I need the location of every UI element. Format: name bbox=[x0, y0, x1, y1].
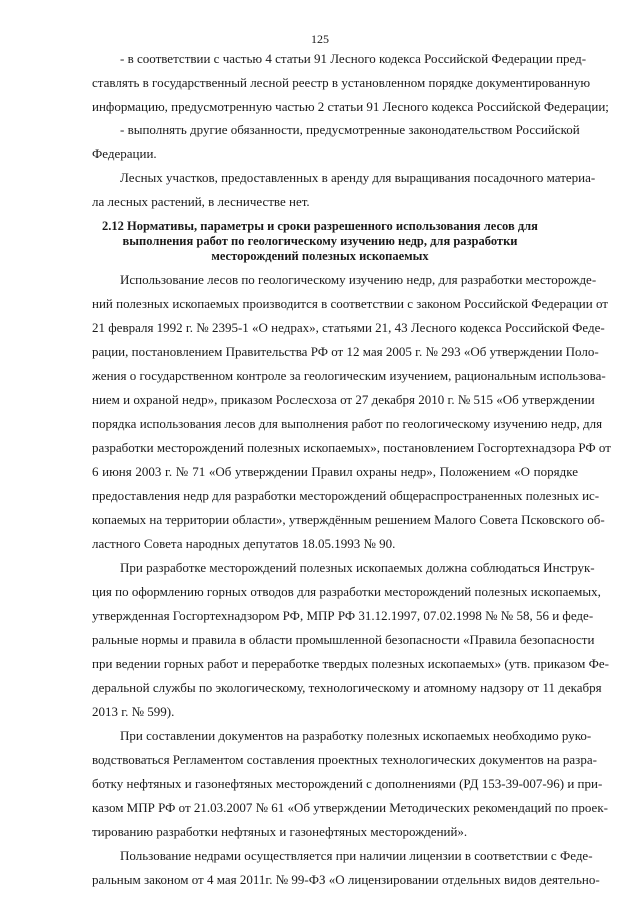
text-line: - выполнять другие обязанности, предусмотренные законодательством Российской bbox=[120, 122, 580, 137]
text-line: разработки месторождений полезных ископаемых», постановлением Госгортехнадзора РФ от bbox=[92, 440, 611, 455]
text-line: ластного Совета народных депутатов 18.05.1993 № 90. bbox=[92, 536, 396, 551]
text-line: информацию, предусмотренную частью 2 статьи 91 Лесного кодекса Российской Федерации; bbox=[92, 99, 609, 114]
text-line: - в соответствии с частью 4 статьи 91 Лесного кодекса Российской Федерации пред- bbox=[120, 51, 587, 66]
text-line: рации, постановлением Правительства РФ от 12 мая 2005 г. № 293 «Об утверждении Поло- bbox=[92, 344, 599, 359]
text-line: казом МПР РФ от 21.03.2007 № 61 «Об утверждении Методических рекомендаций по проек- bbox=[92, 800, 608, 815]
text-line: при ведении горных работ и переработке твердых полезных ископаемых» (утв. приказом Фе- bbox=[92, 656, 609, 671]
text-line: При составлении документов на разработку полезных ископаемых необходимо руко- bbox=[120, 728, 592, 743]
text-line: 6 июня 2003 г. № 71 «Об утверждении Правил охраны недр», Положением «О порядке bbox=[92, 464, 578, 479]
text-line: Лесных участков, предоставленных в аренду для выращивания посадочного материа- bbox=[120, 170, 596, 185]
text-line: Федерации. bbox=[92, 146, 157, 161]
text-line: утвержденная Госгортехнадзором РФ, МПР РФ 31.12.1997, 07.02.1998 № № 58, 56 и феде- bbox=[92, 608, 594, 623]
text-line: предоставления недр для разработки месторождений общераспространенных полезных ис- bbox=[92, 488, 600, 503]
text-line: 2013 г. № 599). bbox=[92, 704, 175, 719]
text-line: порядка использования лесов для выполнения работ по геологическому изучению недр, для bbox=[92, 416, 603, 431]
text-line: 21 февраля 1992 г. № 2395-1 «О недрах», статьями 21, 43 Лесного кодекса Российской Феде- bbox=[92, 320, 605, 335]
text-line: Использование лесов по геологическому изучению недр, для разработки месторожде- bbox=[120, 272, 597, 287]
text-line: ний полезных ископаемых производится в соответствии с законом Российской Федерации от bbox=[92, 296, 608, 311]
text-line: ла лесных растений, в лесничестве нет. bbox=[92, 194, 310, 209]
text-line: водствоваться Регламентом составления проектных технологических документов на разра- bbox=[92, 752, 597, 767]
text-line: копаемых на территории области», утверждённым решением Малого Совета Псковского об- bbox=[92, 512, 605, 527]
text-line: При разработке месторождений полезных ископаемых должна соблюдаться Инструк- bbox=[120, 560, 595, 575]
text-line: нием и охраной недр», приказом Рослесхоза от 27 декабря 2010 г. № 515 «Об утверждении bbox=[92, 392, 595, 407]
text-line: жения о государственном контроле за геологическим изучением, рациональным использова- bbox=[92, 368, 606, 383]
text-line: ральные нормы и правила в области промышленной безопасности «Правила безопасности bbox=[92, 632, 595, 647]
section-heading-line: 2.12 Нормативы, параметры и сроки разрешенного использования лесов для bbox=[102, 219, 538, 233]
text-line: ботку нефтяных и газонефтяных месторождений с дополнениями (РД 153-39-007-96) и при- bbox=[92, 776, 603, 791]
text-line: ральным законом от 4 мая 2011г. № 99-ФЗ «О лицензировании отдельных видов деятельно- bbox=[92, 872, 600, 887]
text-line: деральной службы по экологическому, технологическому и атомному надзору от 11 декабря bbox=[92, 680, 602, 695]
page-number: 125 bbox=[311, 32, 329, 46]
section-heading-line: месторождений полезных ископаемых bbox=[211, 249, 429, 263]
text-line: ция по оформлению горных отводов для разработки месторождений полезных ископаемых, bbox=[92, 584, 601, 599]
section-heading-line: выполнения работ по геологическому изучению недр, для разработки bbox=[122, 234, 518, 248]
text-line: ставлять в государственный лесной реестр в установленном порядке документированную bbox=[92, 75, 591, 90]
text-line: тированию разработки нефтяных и газонефтяных месторождений». bbox=[92, 824, 468, 839]
text-line: Пользование недрами осуществляется при наличии лицензии в соответствии с Феде- bbox=[120, 848, 593, 863]
